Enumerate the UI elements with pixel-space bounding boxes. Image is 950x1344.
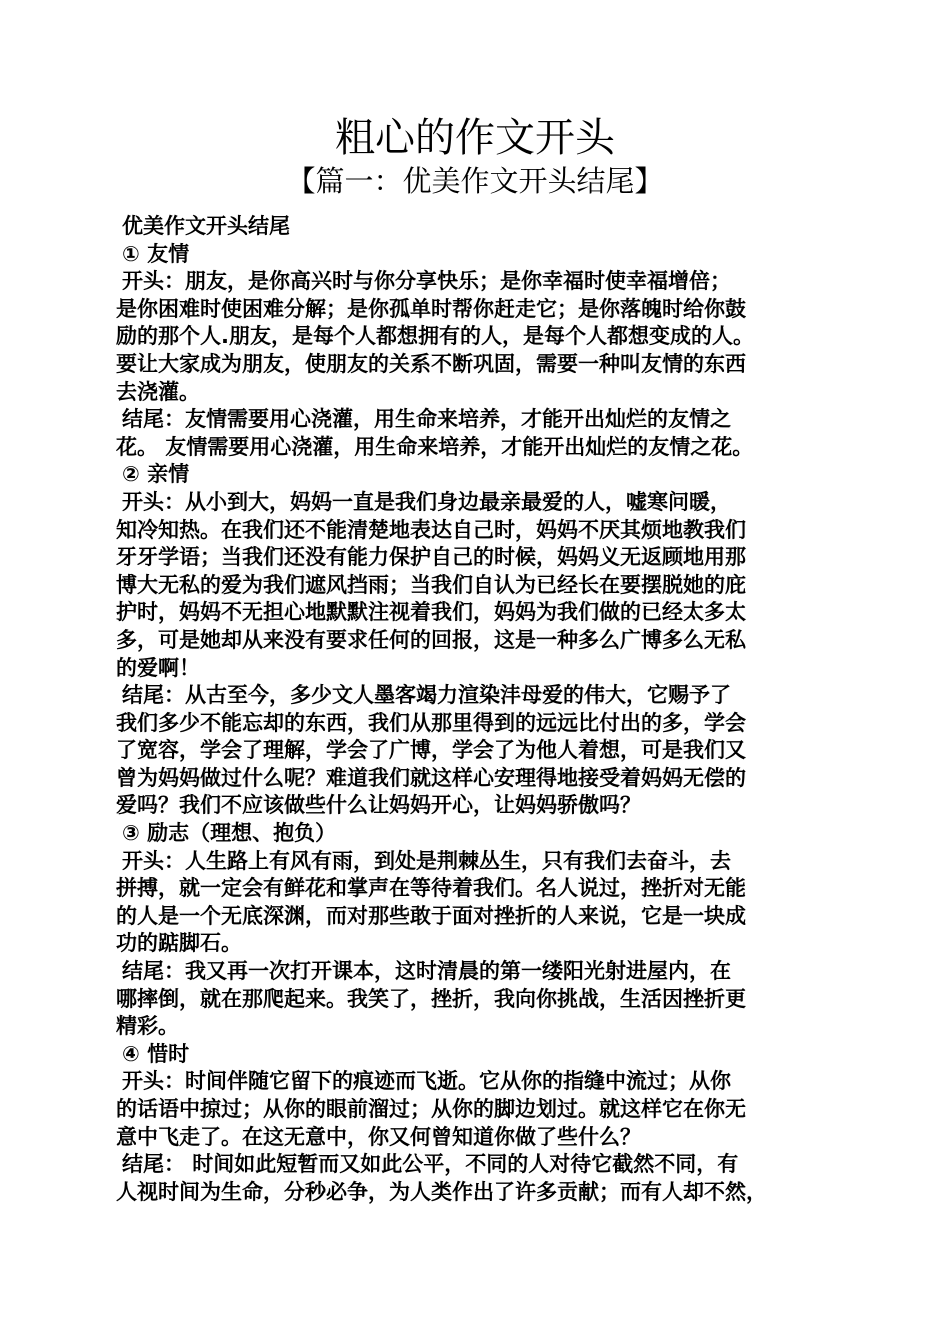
text-line: 开头：时间伴随它留下的痕迹而飞逝。它从你的指缝中流过；从你 — [122, 1069, 731, 1094]
text-line: 开头：朋友，是你高兴时与你分享快乐；是你幸福时使幸福增倍； — [122, 269, 731, 294]
page-title: 粗心的作文开头 — [335, 115, 615, 161]
text-line: 开头：人生路上有风有雨，到处是荆棘丛生，只有我们去奋斗，去 — [122, 848, 731, 873]
page-subtitle: 【篇一：优美作文开头结尾】 — [286, 164, 664, 198]
text-line: 结尾：从古至今，多少文人墨客竭力渲染沣母爱的伟大，它赐予了 — [122, 683, 731, 708]
text-line: 要让大家成为朋友，使朋友的关系不断巩固，需要一种叫友情的东西 — [116, 351, 746, 376]
text-line: 我们多少不能忘却的东西，我们从那里得到的远远比付出的多，学会 — [116, 710, 746, 735]
text-line: 功的踮脚石。 — [116, 931, 242, 956]
text-line: 护时，妈妈不无担心地默默注视着我们，妈妈为我们做的已经太多太 — [116, 600, 746, 625]
topic-heading-friendship: ① 友情 — [122, 241, 190, 266]
text-line: 的话语中掠过；从你的眼前溜过；从你的脚边划过。就这样它在你无 — [116, 1097, 746, 1121]
text-line: 开头：从小到大，妈妈一直是我们身边最亲最爱的人，嘘寒问暖， — [122, 489, 731, 514]
text-line: 曾为妈妈做过什么呢？难道我们就这样心安理得地接受着妈妈无偿的 — [116, 765, 746, 790]
section-heading: 优美作文开头结尾 — [122, 214, 290, 238]
text-line: 花。 友情需要用心浇灌，用生命来培养，才能开出灿烂的友情之花。 — [116, 434, 754, 459]
document-body — [116, 213, 846, 1206]
text-line: 的爱啊！ — [116, 655, 200, 680]
text-line: 结尾：我又再一次打开课本，这时清晨的第一缕阳光射进屋内，在 — [122, 959, 731, 984]
text-line: 是你困难时使困难分解；是你孤单时帮你赶走它；是你落魄时给你鼓 — [116, 296, 746, 321]
text-line: 了宽容，学会了理解，学会了广博，学会了为他人着想，可是我们又 — [116, 738, 746, 763]
text-line: 人视时间为生命，分秒必争，为人类作出了许多贡献；而有人却不然， — [116, 1179, 767, 1204]
text-line: 哪摔倒，就在那爬起来。我笑了，挫折，我向你挑战，生活因挫折更 — [116, 986, 746, 1011]
text-line: 去浇灌。 — [116, 379, 200, 404]
text-line: 拼搏，就一定会有鲜花和掌声在等待着我们。名人说过，挫折对无能 — [116, 876, 746, 901]
text-line: 多，可是她却从来没有要求任何的回报，这是一种多么广博多么无私 — [116, 627, 746, 652]
text-line: 励的那个人.朋友，是每个人都想拥有的人，是每个人都想变成的人。 — [116, 324, 754, 349]
text-line: 爱吗？我们不应该做些什么让妈妈开心，让妈妈骄傲吗？ — [116, 793, 641, 818]
topic-heading-time: ④ 惜时 — [122, 1041, 190, 1066]
topic-heading-inspiration: ③ 励志（理想、抱负） — [122, 821, 337, 846]
text-line: 结尾：友情需要用心浇灌，用生命来培养，才能开出灿烂的友情之 — [122, 407, 731, 432]
text-line: 意中飞走了。在这无意中，你又何曾知道你做了些什么？ — [116, 1124, 641, 1149]
text-line: 的人是一个无底深渊，而对那些敢于面对挫折的人来说，它是一块成 — [116, 903, 746, 928]
topic-heading-family: ② 亲情 — [122, 462, 190, 487]
text-line: 知冷知热。在我们还不能清楚地表达自己时，妈妈不厌其烦地教我们 — [116, 517, 746, 542]
text-line: 结尾： 时间如此短暂而又如此公平，不同的人对待它截然不同，有 — [122, 1152, 739, 1177]
text-line: 精彩。 — [116, 1014, 179, 1039]
text-line: 博大无私的爱为我们遮风挡雨；当我们自认为已经长在要摆脱她的庇 — [116, 572, 746, 597]
text-line: 牙牙学语；当我们还没有能力保护自己的时候，妈妈义无返顾地用那 — [116, 545, 746, 570]
